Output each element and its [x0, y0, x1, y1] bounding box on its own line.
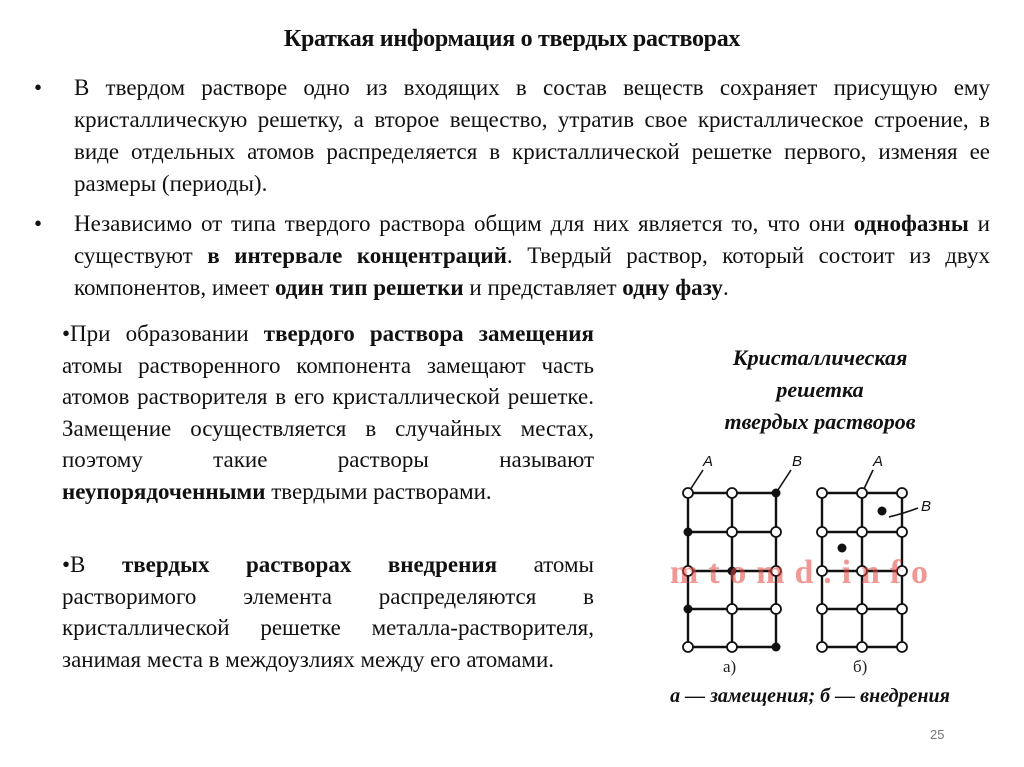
emphasized-term: неупорядоченными	[62, 478, 266, 504]
emphasized-term: однофазны	[853, 211, 969, 236]
panel-label-b: б)	[853, 657, 868, 676]
figure-title-line: решетка	[776, 377, 864, 402]
atom-a-label: A	[873, 453, 884, 470]
paragraph-substitution	[62, 318, 594, 507]
text-run: Независимо от типа твердого раствора общим для них является то, что они	[74, 211, 854, 236]
crystal-lattice-diagram	[640, 440, 1000, 680]
figure-caption: а — замещения; б — внедрения	[670, 685, 950, 707]
emphasized-term: одну фазу	[622, 275, 723, 300]
figure-title-line: твердых растворов	[724, 409, 916, 434]
bullet-marker: •	[34, 75, 43, 100]
text-run: .	[722, 275, 729, 300]
emphasized-term: твердого раствора замещения	[263, 321, 594, 346]
text-run: атомы растворенного компонента замещают часть атомов растворителя в его кристаллической решетке. Замещение осуществляется в случайных местах, поэтому такие растворы называют	[62, 352, 594, 472]
figure-title	[640, 342, 1000, 438]
emphasized-term: один тип решетки	[274, 275, 464, 300]
emphasized-term: в интервале концентраций	[207, 243, 507, 268]
atom-b-label: B	[921, 498, 932, 515]
text-run: В твердом растворе одно из входящих в состав веществ сохраняет присущую ему кристаллическую решетку, а второе вещество, утратив свое кристаллическое строение, в виде отдельных атомов распределяется в кристаллической решетке первого, изменяя ее размеры (периоды).	[74, 75, 990, 196]
text-run: атомы растворимого элемента распределяются в кристаллической решетке металла-растворителя, занимая места в междоузлиях между его атомами.	[62, 552, 594, 672]
text-run: •В	[62, 552, 122, 577]
text-run: . Твердый раствор, который состоит из двух компонентов, имеет	[74, 243, 991, 300]
text-run: и существуют	[74, 211, 990, 268]
atom-b-label: B	[792, 453, 803, 470]
atom-a-label: A	[703, 453, 714, 470]
slide-title: Краткая информация о твердых растворах	[283, 26, 741, 52]
page-number: 25	[930, 727, 945, 742]
bullet-text	[74, 208, 990, 304]
emphasized-term: твердых растворах внедрения	[121, 552, 498, 577]
figure-title-line: Кристаллическая	[732, 345, 908, 370]
text-run: •При образовании	[62, 321, 264, 346]
paragraph-interstitial	[62, 549, 594, 675]
bullet-substitution-general	[34, 72, 990, 200]
bullet-marker: •	[34, 211, 43, 236]
bullet-single-phase	[34, 208, 990, 304]
bullet-text	[74, 72, 990, 200]
text-run: твердыми растворами.	[265, 478, 492, 504]
watermark: mtomd.info	[670, 554, 928, 591]
panel-label-a: а)	[723, 657, 737, 676]
text-run: и представляет	[463, 275, 623, 300]
